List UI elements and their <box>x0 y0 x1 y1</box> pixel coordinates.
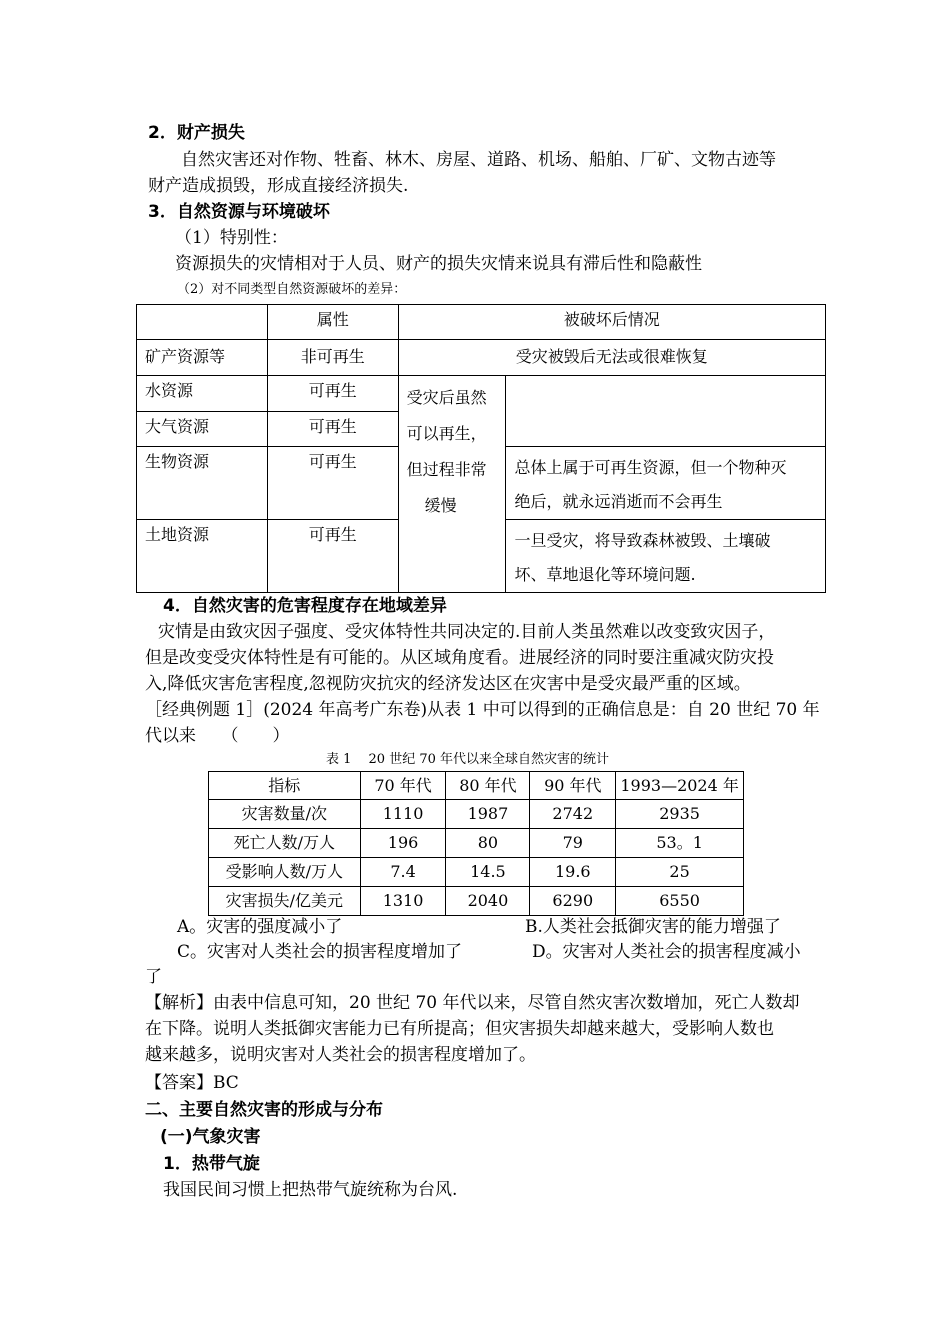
section-3-sub1-text: 资源损失的灾情相对于人员、财产的损失灾情来说具有滞后性和隐蔽性 <box>175 254 702 274</box>
section-3-sub1: （1）特别性： <box>175 228 288 248</box>
table2-cell: 7.4 <box>360 858 446 887</box>
table2-cell: 53。1 <box>616 829 744 858</box>
table2-header-cell: 指标 <box>209 772 361 800</box>
table2-cell: 19.6 <box>530 858 616 887</box>
table2-cell: 196 <box>360 829 446 858</box>
analysis-line2: 在下降。说明人类抵御灾害能力已有所提高；但灾害损失却越来越大，受影响人数也 <box>145 1019 774 1039</box>
table2-cell: 2040 <box>446 887 530 916</box>
table1-merged-cell <box>398 376 506 593</box>
table2-caption: 表 1 20 世纪 70 年代以来全球自然灾害的统计 <box>326 752 610 767</box>
part-2-subheading: (一)气象灾害 <box>160 1127 261 1147</box>
section-3-heading: 3．自然资源与环境破坏 <box>148 202 330 222</box>
example-question-line1: ［经典例题 1］(2024 年高考广东卷)从表 1 中可以得到的正确信息是：自 20 世纪 70 年 <box>145 700 820 720</box>
section-2-heading: 2．财产损失 <box>148 123 245 143</box>
table1-row-attr: 可再生 <box>267 447 398 520</box>
section-2-paragraph-line2: 财产造成损毁，形成直接经济损失. <box>148 176 409 196</box>
table2-cell: 6550 <box>616 887 744 916</box>
table1-empty-cell <box>506 376 826 447</box>
table2-cell: 25 <box>616 858 744 887</box>
table1-header-empty <box>137 305 268 340</box>
resource-damage-table <box>136 304 826 593</box>
table2-cell: 灾害数量/次 <box>209 800 361 829</box>
table2-cell: 79 <box>530 829 616 858</box>
table2-cell: 受影响人数/万人 <box>209 858 361 887</box>
table2-cell: 1110 <box>360 800 446 829</box>
tropical-cyclone-heading: 1．热带气旋 <box>163 1154 260 1174</box>
table1-merged-line: 缓慢 <box>424 496 457 515</box>
table1-merged-line: 可以再生， <box>406 424 487 443</box>
table1-row-result: 受灾被毁后无法或很难恢复 <box>398 340 825 376</box>
table1-row-attr: 可再生 <box>267 376 398 412</box>
table1-detail-cell <box>506 520 826 593</box>
table1-detail-line: 坏、草地退化等环境问题. <box>514 565 696 584</box>
table1-detail-line: 绝后，就永远消逝而不会再生 <box>514 492 723 511</box>
section-4-heading: 4．自然灾害的危害程度存在地域差异 <box>163 596 447 616</box>
table2-cell: 1310 <box>360 887 446 916</box>
example-question-line2: 代以来 （ ） <box>145 726 290 746</box>
table2-cell: 14.5 <box>446 858 530 887</box>
option-c: C。灾害对人类社会的损害程度增加了 <box>177 942 463 962</box>
table2-header-cell: 90 年代 <box>530 772 616 800</box>
table1-detail-cell <box>506 447 826 520</box>
table1-row-name: 土地资源 <box>137 520 268 593</box>
table1-row-attr: 非可再生 <box>267 340 398 376</box>
table1-detail-line: 总体上属于可再生资源，但一个物种灭 <box>514 458 787 477</box>
table1-header-attr: 属性 <box>267 305 398 340</box>
analysis-line1: 【解析】由表中信息可知，20 世纪 70 年代以来，尽管自然灾害次数增加，死亡人数却 <box>145 993 800 1013</box>
option-d: D。灾害对人类社会的损害程度减小 <box>532 942 801 962</box>
option-d-continued: 了 <box>145 967 162 987</box>
section-4-paragraph-line2: 但是改变受灾体特性是有可能的。从区域角度看。进展经济的同时要注重减灾防灾投 <box>145 648 774 668</box>
table2-cell: 死亡人数/万人 <box>209 829 361 858</box>
table2-cell: 6290 <box>530 887 616 916</box>
table2-cell: 80 <box>446 829 530 858</box>
answer-line: 【答案】BC <box>145 1073 239 1093</box>
table1-row-name: 生物资源 <box>137 447 268 520</box>
part-2-heading: 二、主要自然灾害的形成与分布 <box>145 1100 383 1120</box>
table1-row-attr: 可再生 <box>267 412 398 447</box>
tropical-cyclone-text: 我国民间习惯上把热带气旋统称为台风. <box>163 1180 458 1200</box>
table1-row-name: 水资源 <box>137 376 268 412</box>
table1-header-result: 被破坏后情况 <box>398 305 825 340</box>
table2-cell: 灾害损失/亿美元 <box>209 887 361 916</box>
table1-merged-line: 受灾后虽然 <box>406 388 487 407</box>
table2-cell: 2935 <box>616 800 744 829</box>
table2-cell: 2742 <box>530 800 616 829</box>
analysis-line3: 越来越多，说明灾害对人类社会的损害程度增加了。 <box>145 1045 536 1065</box>
disaster-statistics-table <box>208 771 744 916</box>
table1-row-name: 矿产资源等 <box>137 340 268 376</box>
table1-row-name: 大气资源 <box>137 412 268 447</box>
table2-header-cell: 80 年代 <box>446 772 530 800</box>
option-a: A。灾害的强度减小了 <box>177 917 343 937</box>
table2-header-cell: 1993—2024 年 <box>616 772 744 800</box>
table2-header-cell: 70 年代 <box>360 772 446 800</box>
section-4-paragraph-line1: 灾情是由致灾因子强度、受灾体特性共同决定的.目前人类虽然难以改变致灾因子， <box>158 622 776 642</box>
table2-cell: 1987 <box>446 800 530 829</box>
section-4-paragraph-line3: 入,降低灾害危害程度,忽视防灾抗灾的经济发达区在灾害中是受灾最严重的区域。 <box>145 674 751 694</box>
table1-merged-line: 但过程非常 <box>406 460 487 479</box>
section-2-paragraph-line1: 自然灾害还对作物、牲畜、林木、房屋、道路、机场、船舶、厂矿、文物古迹等 <box>181 150 776 170</box>
option-b: B.人类社会抵御灾害的能力增强了 <box>525 917 781 937</box>
table1-row-attr: 可再生 <box>267 520 398 593</box>
table1-detail-line: 一旦受灾，将导致森林被毁、土壤破 <box>514 531 771 550</box>
section-3-sub2: （2）对不同类型自然资源破坏的差异： <box>177 282 407 297</box>
